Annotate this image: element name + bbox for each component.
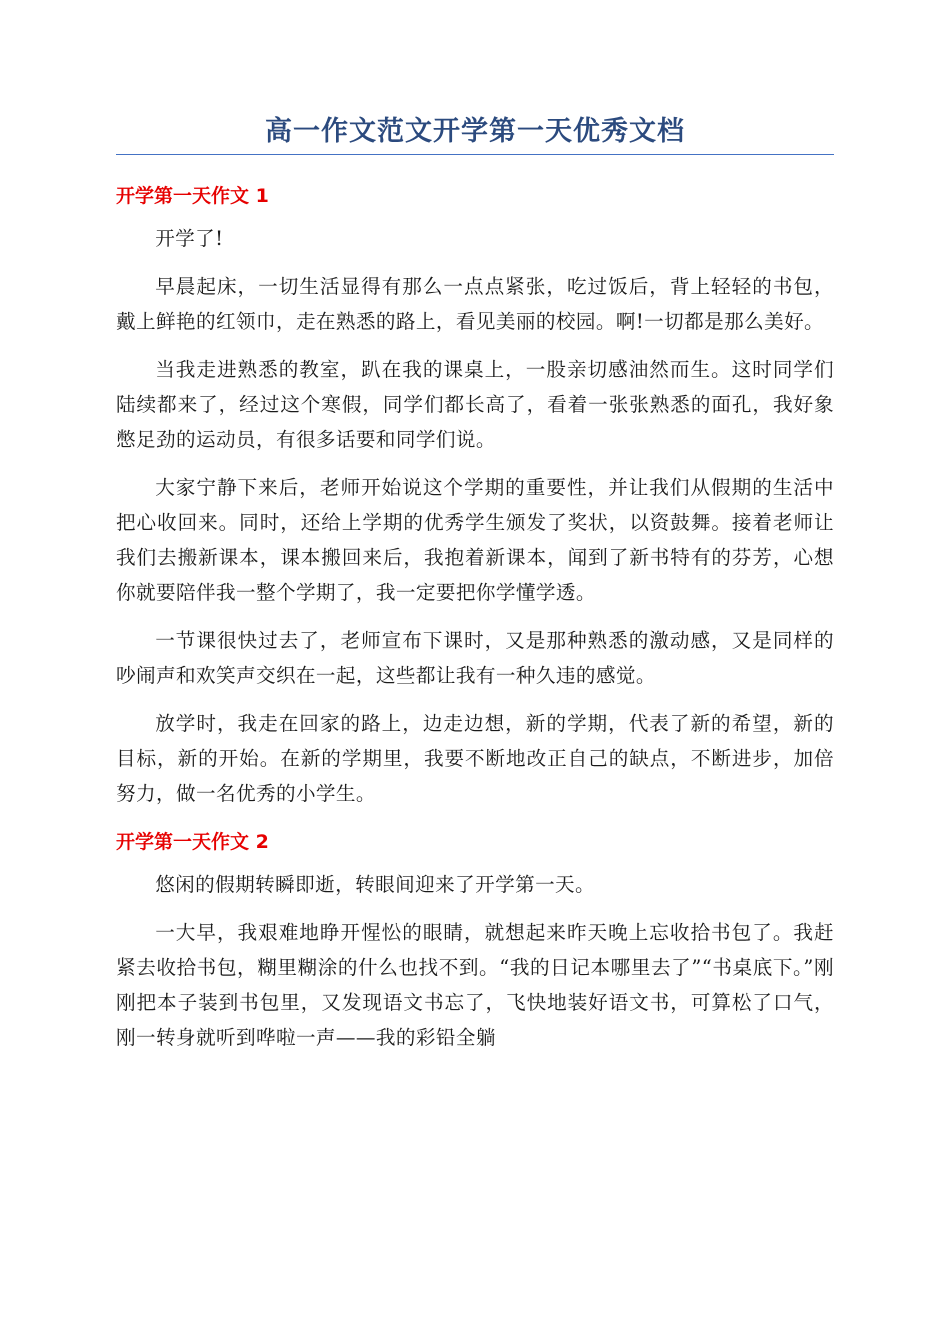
- paragraph: 悠闲的假期转瞬即逝，转眼间迎来了开学第一天。: [155, 873, 596, 896]
- section-heading-1: 开学第一天作文 1: [116, 185, 269, 207]
- title-underline: [116, 154, 834, 155]
- paragraph: 一大早，我艰难地睁开惺忪的眼睛，就想起来昨天晚上忘收拾书包了。我赶紧去收拾书包，糊里糊涂的什么也找不到。“我的日记本哪里去了”“书桌底下。”刚刚把本子装到书包里，又发现语文书忘了，飞快地装好语文书，可算松了口气，刚一转身就听到哗啦一声——我的彩铅全躺: [116, 921, 834, 1049]
- paragraph: 放学时，我走在回家的路上，边走边想，新的学期，代表了新的希望，新的目标，新的开始。在新的学期里，我要不断地改正自己的缺点，不断进步，加倍努力，做一名优秀的小学生。: [116, 712, 834, 805]
- paragraph: 大家宁静下来后，老师开始说这个学期的重要性，并让我们从假期的生活中把心收回来。同时，还给上学期的优秀学生颁发了奖状，以资鼓舞。接着老师让我们去搬新课本，课本搬回来后，我抱着新课本，闻到了新书特有的芬芳，心想你就要陪伴我一整个学期了，我一定要把你学懂学透。: [116, 476, 834, 604]
- document-body: [116, 112, 834, 1055]
- document-title: 高一作文范文开学第一天优秀文档: [265, 116, 685, 147]
- paragraph: 开学了!: [155, 227, 224, 250]
- paragraph: 当我走进熟悉的教室，趴在我的课桌上，一股亲切感油然而生。这时同学们陆续都来了，经过这个寒假，同学们都长高了，看着一张张熟悉的面孔，我好象憋足劲的运动员，有很多话要和同学们说。: [116, 358, 834, 451]
- paragraph: 早晨起床，一切生活显得有那么一点点紧张，吃过饭后，背上轻轻的书包，戴上鲜艳的红领巾，走在熟悉的路上，看见美丽的校园。啊!一切都是那么美好。: [116, 275, 834, 333]
- section-heading-2: 开学第一天作文 2: [116, 831, 269, 853]
- paragraph: 一节课很快过去了，老师宣布下课时，又是那种熟悉的激动感，又是同样的吵闹声和欢笑声交织在一起，这些都让我有一种久违的感觉。: [116, 629, 834, 687]
